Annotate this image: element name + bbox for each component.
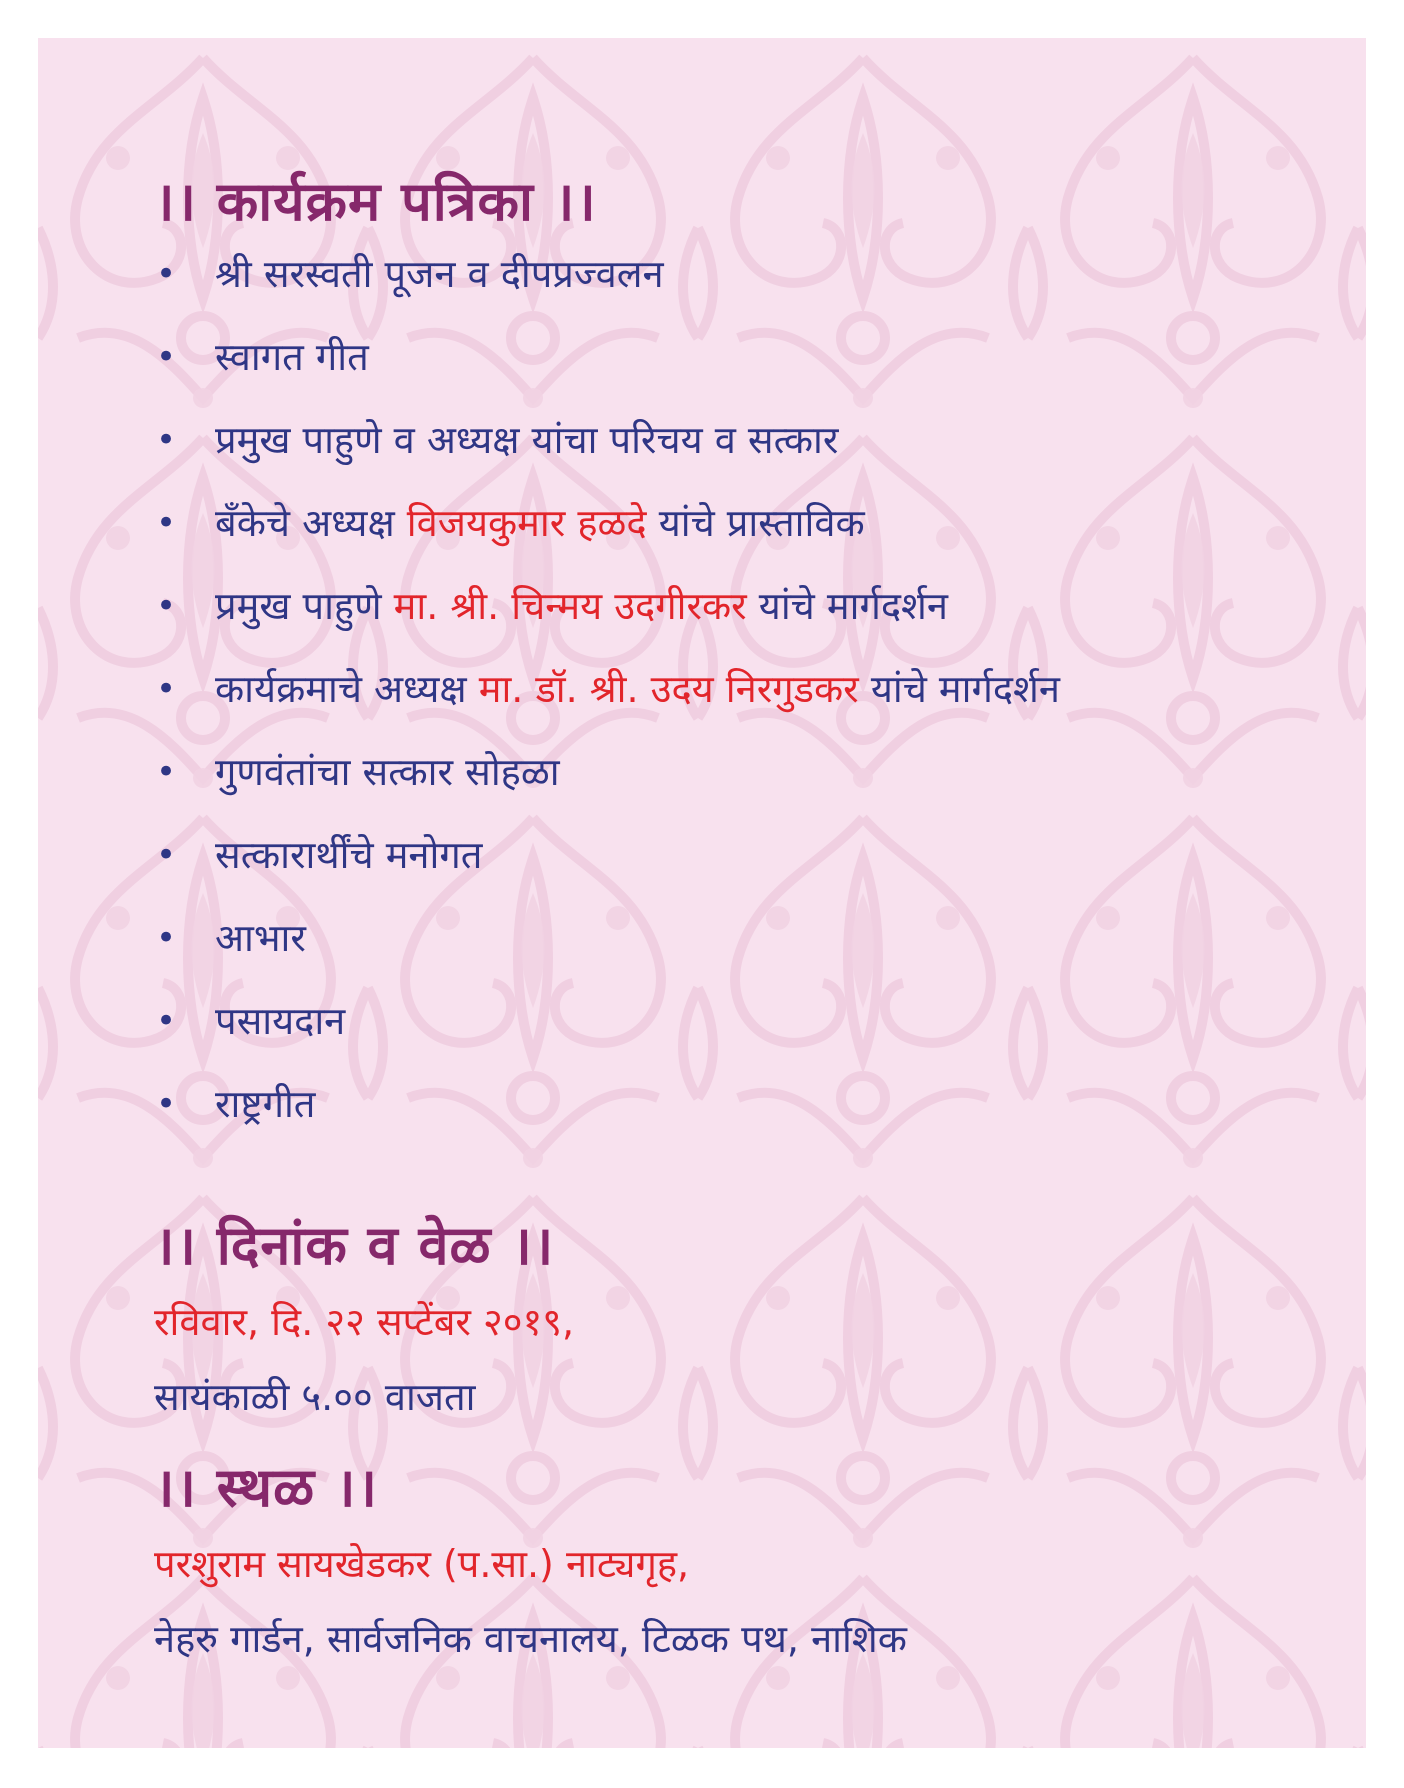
program-item-text (215, 742, 560, 802)
date-heading-text: दिनांक व वेळ (216, 1214, 492, 1277)
bullet-icon: • (156, 669, 177, 709)
program-item-part: प्रमुख पाहुणे (215, 584, 394, 628)
heading-bars-right: ।। (335, 1456, 378, 1519)
venue-heading (154, 1448, 378, 1522)
program-item-part: प्रमुख पाहुणे व अध्यक्ष यांचा परिचय व सत्कार (215, 418, 839, 462)
program-heading (154, 162, 597, 236)
heading-bars-left: ।। (154, 170, 197, 233)
program-item-part: राष्ट्रगीत (215, 1082, 316, 1126)
invitation-card (38, 38, 1366, 1748)
program-item-part: यांचे मार्गदर्शन (858, 667, 1060, 711)
program-item-text (215, 908, 306, 968)
venue-name: परशुराम सायखेडकर (प.सा.) नाट्यगृह, (154, 1542, 690, 1586)
program-item-part: स्वागत गीत (215, 335, 369, 379)
venue-heading-text: स्थळ (216, 1456, 316, 1519)
heading-bars-right: ।। (511, 1214, 555, 1277)
bullet-icon: • (156, 918, 177, 958)
program-item-text (215, 825, 482, 885)
date-heading (154, 1206, 554, 1280)
program-item-part: आभार (215, 916, 306, 960)
venue-address: नेहरु गार्डन, सार्वजनिक वाचनालय, टिळक पथ, नाशिक (154, 1617, 907, 1661)
program-item-text (215, 493, 865, 553)
invitation-content (38, 38, 1366, 1748)
heading-bars-right: ।। (553, 170, 597, 233)
program-item-text (215, 327, 369, 387)
program-item-text (215, 576, 948, 636)
program-item-part: बँकेचे अध्यक्ष (215, 501, 407, 545)
program-item-part: सत्कारार्थींचे मनोगत (215, 833, 483, 877)
program-item-part: कार्यक्रमाचे अध्यक्ष (215, 667, 479, 711)
bullet-icon: • (156, 503, 177, 543)
bullet-icon: • (156, 1084, 177, 1124)
event-time: सायंकाळी ५.०० वाजता (154, 1375, 476, 1419)
highlighted-name: विजयकुमार हळदे (406, 501, 647, 545)
bullet-icon: • (156, 586, 177, 626)
bullet-icon: • (156, 420, 177, 460)
program-item-part: श्री सरस्वती पूजन व दीपप्रज्वलन (215, 252, 664, 296)
bullet-icon: • (156, 254, 177, 294)
program-item-text (215, 659, 1060, 719)
highlighted-name: मा. डॉ. श्री. उदय निरगुडकर (478, 667, 859, 711)
heading-bars-left: ।। (154, 1214, 197, 1277)
program-item-part: पसायदान (215, 999, 346, 1043)
program-heading-text: कार्यक्रम पत्रिका (216, 170, 535, 233)
program-item-text (215, 991, 345, 1051)
program-item-part: गुणवंतांचा सत्कार सोहळा (215, 750, 560, 794)
program-item-part: यांचे प्रास्ताविक (646, 501, 865, 545)
highlighted-name: मा. श्री. चिन्मय उदगीरकर (393, 584, 747, 628)
bullet-icon: • (156, 337, 177, 377)
program-item-text (215, 244, 664, 304)
event-date: रविवार, दि. २२ सप्टेंबर २०१९, (154, 1300, 575, 1344)
bullet-icon: • (156, 835, 177, 875)
heading-bars-left: ।। (154, 1456, 197, 1519)
program-item-text (215, 410, 838, 470)
bullet-icon: • (156, 752, 177, 792)
program-item-text (215, 1074, 315, 1134)
bullet-icon: • (156, 1001, 177, 1041)
program-item-part: यांचे मार्गदर्शन (746, 584, 948, 628)
